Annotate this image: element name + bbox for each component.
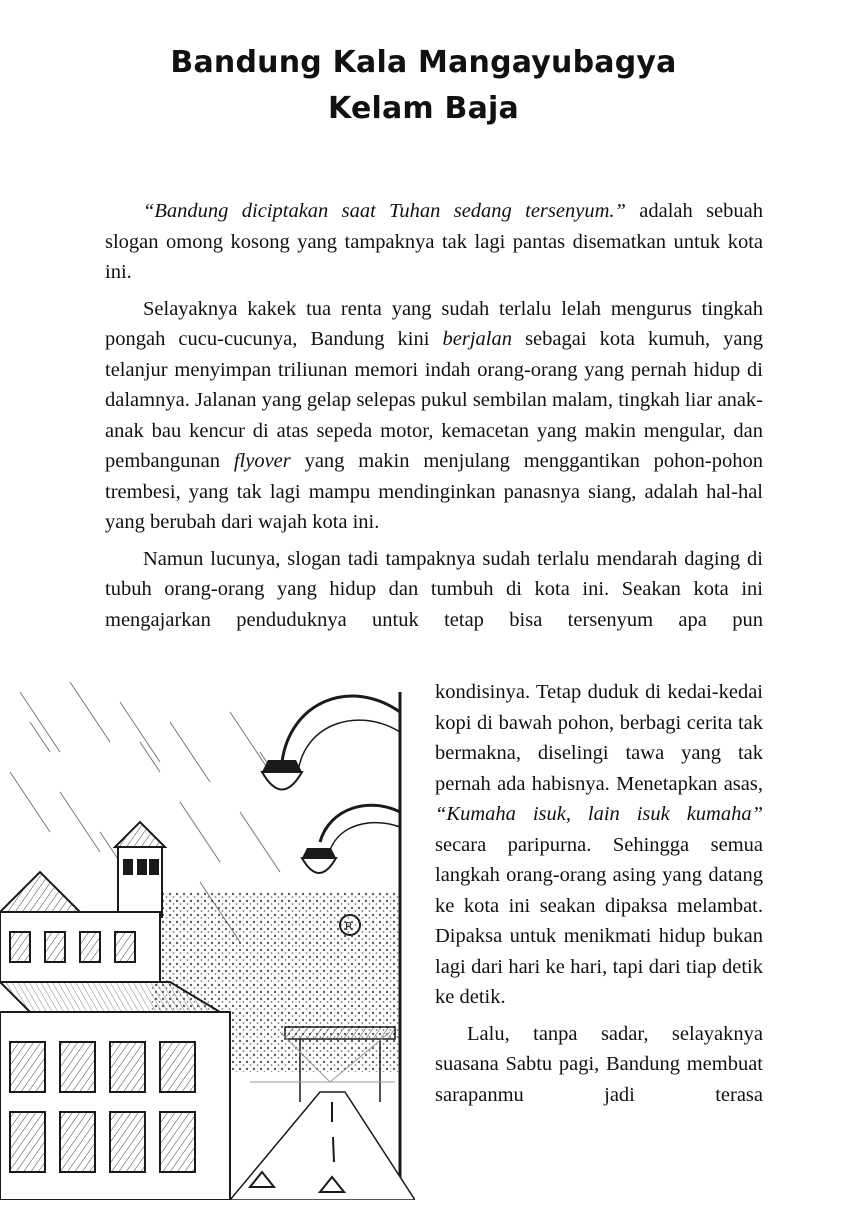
paragraph-3 [105,544,763,636]
paragraph-2-italic-a: berjalan [442,328,512,350]
body-text [105,196,763,641]
city-street-sketch-icon [0,682,415,1200]
sundanese-quote: “Kumaha isuk, lain isuk kumaha” [435,803,763,825]
slogan-quote: “Bandung diciptakan saat Tuhan sedang tersenyum.” [143,200,626,222]
road [230,1092,415,1200]
paragraph-4 [435,1019,763,1111]
paragraph-3-cont-text-a: kondisinya. Tetap duduk di kedai-kedai kopi di bawah pohon, berbagi cerita tak bermakna, diselingi tawa yang tak pernah ada habisnya. Menetapkan asas, [435,681,763,795]
paragraph-3-continued [435,677,763,1013]
paragraph-2-italic-b: flyover [233,450,291,472]
paragraph-1 [105,196,763,288]
illustration-svg [0,682,415,1200]
page-title [0,40,847,132]
paragraph-2 [105,294,763,538]
tower [115,822,165,917]
paragraph-1-text: adalah sebuah slogan omong kosong yang tampaknya tak lagi pantas disematkan untuk kota ini. [105,200,764,283]
title-line-2: Kelam Baja [328,91,519,126]
paragraph-3-cont-text-b: secara paripurna. Sehingga semua langkah orang-orang asing yang datang ke kota ini seakan dipaksa melambat. Dipaksa untuk menikmati hidup bukan lagi dari hari ke hari, tapi dari tiap detik ke detik. [435,833,763,1008]
title-line-1: Bandung Kala Mangayubagya [170,45,677,80]
paragraph-2-text-b: sebagai kota kumuh, yang telanjur menyimpan triliunan memori indah orang-orang yang pernah hidup di dalamnya. Jalanan yang gelap selepas pukul sembilan malam, tingkah liar anak-anak bau kencur di atas sepeda motor, kemacetan yang makin mengular, dan pembangunan [105,328,763,472]
paragraph-2-text-c: yang makin menjulang menggantikan pohon-pohon trembesi, yang tak lagi mampu mendinginkan panasnya siang, adalah hal-hal yang berubah dari wajah kota ini. [105,450,763,533]
paragraph-3-text: Namun lucunya, slogan tadi tampaknya sudah terlalu mendarah daging di tubuh orang-orang yang hidup dan tumbuh di kota ini. Seakan kota ini mengajarkan penduduknya untuk tetap bisa tersenyum apa pun [105,547,763,631]
wrapped-text-column [435,677,763,1116]
paragraph-4-text: Lalu, tanpa sadar, selayaknya suasana Sabtu pagi, Bandung membuat sarapanmu jadi terasa [435,1022,763,1106]
paragraph-2-text-a: Selayaknya kakek tua renta yang sudah terlalu lelah mengurus tingkah pongah cucu-cucunya, Bandung kini [105,297,763,350]
